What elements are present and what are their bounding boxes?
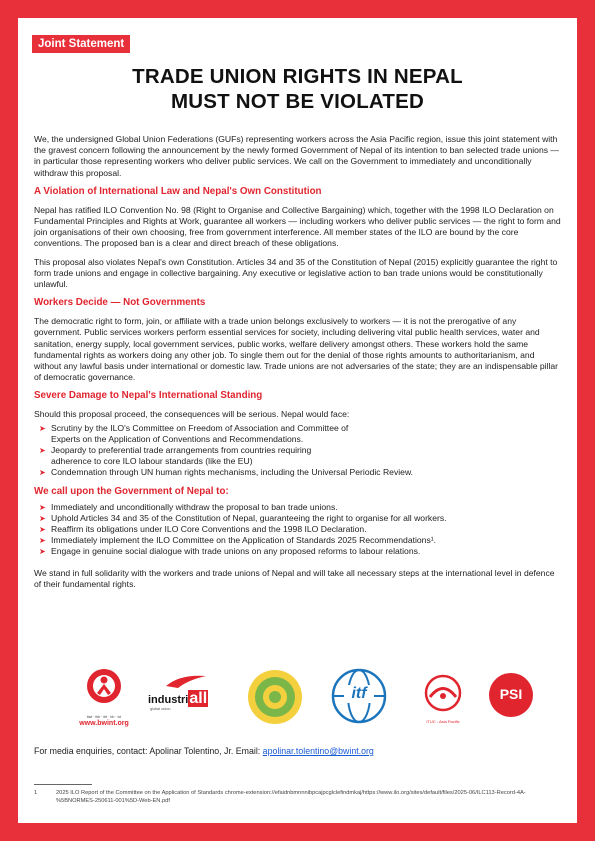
title-line-1: TRADE UNION RIGHTS IN NEPAL (132, 65, 463, 88)
footnote-number: 1 (34, 790, 38, 796)
list-item (34, 423, 562, 445)
violation-paragraph-2: This proposal also violates Nepal's own Constitution. Articles 34 and 35 of the Constitution of Nepal (2015) explicitly guarantee the right to form trade unions and engage in collective bargaining. Any executive or legislative action to ban trade unions would be constitutionally unlawful. (34, 256, 558, 290)
arrowhead-right-icon: ➤ (39, 547, 46, 557)
demands-list (34, 502, 562, 558)
ituc-emblem-icon (414, 672, 472, 712)
list-item-text: adherence to core ILO labour standards (like the EU) (51, 456, 253, 467)
title-line-2: MUST NOT BE VIOLATED (170, 90, 425, 113)
list-item (34, 445, 562, 467)
isp-logo (246, 668, 304, 726)
footnote (34, 789, 564, 805)
industriall-wordmark (148, 690, 208, 708)
industriall-sub: global union (150, 707, 171, 711)
list-item-text: Engage in genuine social dialogue with trade unions on any proposed reforms to labour relations. (51, 546, 421, 557)
intro-paragraph: We, the undersigned Global Union Federations (GUFs) representing workers across the Asia Pacific region, issue this joint statement with the gravest concern following the announcement by the newly formed Government of Nepal of its intention to ban selected trade unions — in particular those representing workers who deliver public services. We call on the Government to immediately and unconditionally withdraw this proposal. (34, 134, 560, 178)
contact-email-link[interactable]: apolinar.tolentino@bwint.org (262, 746, 374, 756)
list-item-text: Jeopardy to preferential trade arrangements from countries requiring (51, 445, 312, 456)
union-logos (66, 666, 536, 728)
section-heading-workers-decide: Workers Decide — Not Governments (34, 297, 206, 309)
section-heading-violation: A Violation of International Law and Nepal's Own Constitution (34, 185, 322, 197)
list-item-text: Reaffirm its obligations under ILO Core Conventions and the 1998 ILO Declaration. (51, 524, 367, 535)
bwi-url: www.bwint.org (79, 720, 129, 727)
workers-decide-paragraph: The democratic right to form, join, or affiliate with a trade union belongs exclusively to workers — it is not the prerogative of any government. Public services workers perform essential services for society, including delivering vital public health services, water and sanitation, energy supply, local government services, public works, welfare delivery amongst others. These workers hold the same fundamental rights as workers doing any other job. To single them out for the denial of those rights amounts to authoritarianism, and without any lawful basis under international or domestic law. Trade unions are not adversaries of the state; they are an indispensable pillar of democratic governance. (34, 316, 559, 383)
bwi-small-text: bwi · ibb · ibt · bh · ict (86, 715, 122, 719)
footnote-text: 2025 ILO Report of the Committee on the Application of Standards chrome-extension://efaidnbmnnnibpcajpcglclefindmkaj/https://www.ilo.org/sites/default/files/2025-06/ILC113-Record-4A-%5BNORMES-250611-001%5D-Web-EN.pdf (56, 790, 526, 804)
list-item (34, 502, 562, 513)
itf-wordmark: itf (351, 685, 367, 702)
bird-icon (166, 674, 206, 688)
list-item-text: Immediately and unconditionally withdraw the proposal to ban trade unions. (51, 501, 338, 512)
damage-paragraph: Should this proposal proceed, the consequences will be serious. Nepal would face: (34, 409, 350, 420)
itf-logo (331, 668, 387, 724)
list-item-text: Experts on the Application of Conventions and Recommendations. (51, 433, 304, 444)
arrowhead-right-icon: ➤ (39, 502, 46, 512)
closing-paragraph: We stand in full solidarity with the workers and trade unions of Nepal and will take all necessary steps at the international level in defence of their fundamental rights. (34, 567, 555, 589)
ituc-logo (414, 672, 472, 728)
arrowhead-right-icon: ➤ (39, 468, 46, 478)
arrowhead-right-icon: ➤ (39, 536, 46, 546)
arrowhead-right-icon: ➤ (39, 446, 46, 456)
sun-emblem-icon (246, 668, 304, 726)
consequences-list (34, 423, 562, 479)
section-heading-damage: Severe Damage to Nepal's International Standing (34, 390, 263, 402)
arrowhead-right-icon: ➤ (39, 525, 46, 535)
list-item-text: Immediately implement the ILO Committee on the Application of Standards 2025 Recommendations¹. (51, 535, 437, 546)
statement-body (34, 134, 562, 597)
list-item (34, 467, 562, 478)
joint-statement-tag: Joint Statement (32, 35, 130, 53)
statement-page (18, 18, 577, 823)
bwi-emblem-icon (66, 666, 142, 710)
list-item (34, 513, 562, 524)
psi-logo (488, 672, 534, 718)
list-item (34, 535, 562, 546)
footnote-divider (34, 784, 92, 785)
list-item-text: Condemnation through UN human rights mechanisms, including the Universal Periodic Review. (51, 467, 414, 478)
list-item-text: Scrutiny by the ILO's Committee on Freedom of Association and Committee of (51, 422, 349, 433)
list-item (34, 546, 562, 557)
list-item-text: Uphold Articles 34 and 35 of the Constitution of Nepal, guaranteeing the right to organise for all workers. (51, 512, 447, 523)
section-heading-call: We call upon the Government of Nepal to: (34, 485, 229, 497)
media-label: For media enquiries, contact: Apolinar Tolentino, Jr. Email: (34, 746, 263, 756)
psi-wordmark: PSI (499, 686, 523, 702)
list-item (34, 524, 562, 535)
media-contact (34, 746, 374, 756)
bwi-logo (66, 666, 142, 728)
arrowhead-right-icon: ➤ (39, 423, 46, 433)
violation-paragraph-1: Nepal has ratified ILO Convention No. 98 (Right to Organise and Collective Bargaining) which, together with the 1998 ILO Declaration on Fundamental Principles and Rights at Work, guarantee all workers — including workers who deliver public services — the right to form and join organisations of their own choosing, free from government interference. All member states of the ILO are bound by the core conventions. The proposed ban is a clear and direct breach of these obligations. (34, 204, 561, 249)
page-title (18, 64, 577, 114)
industriall-word-1: industri (148, 694, 189, 706)
industriall-word-2: all (189, 690, 208, 707)
industriall-logo (148, 674, 216, 724)
arrowhead-right-icon: ➤ (39, 513, 46, 523)
ituc-name: ITUC - Asia Pacific (426, 719, 460, 724)
